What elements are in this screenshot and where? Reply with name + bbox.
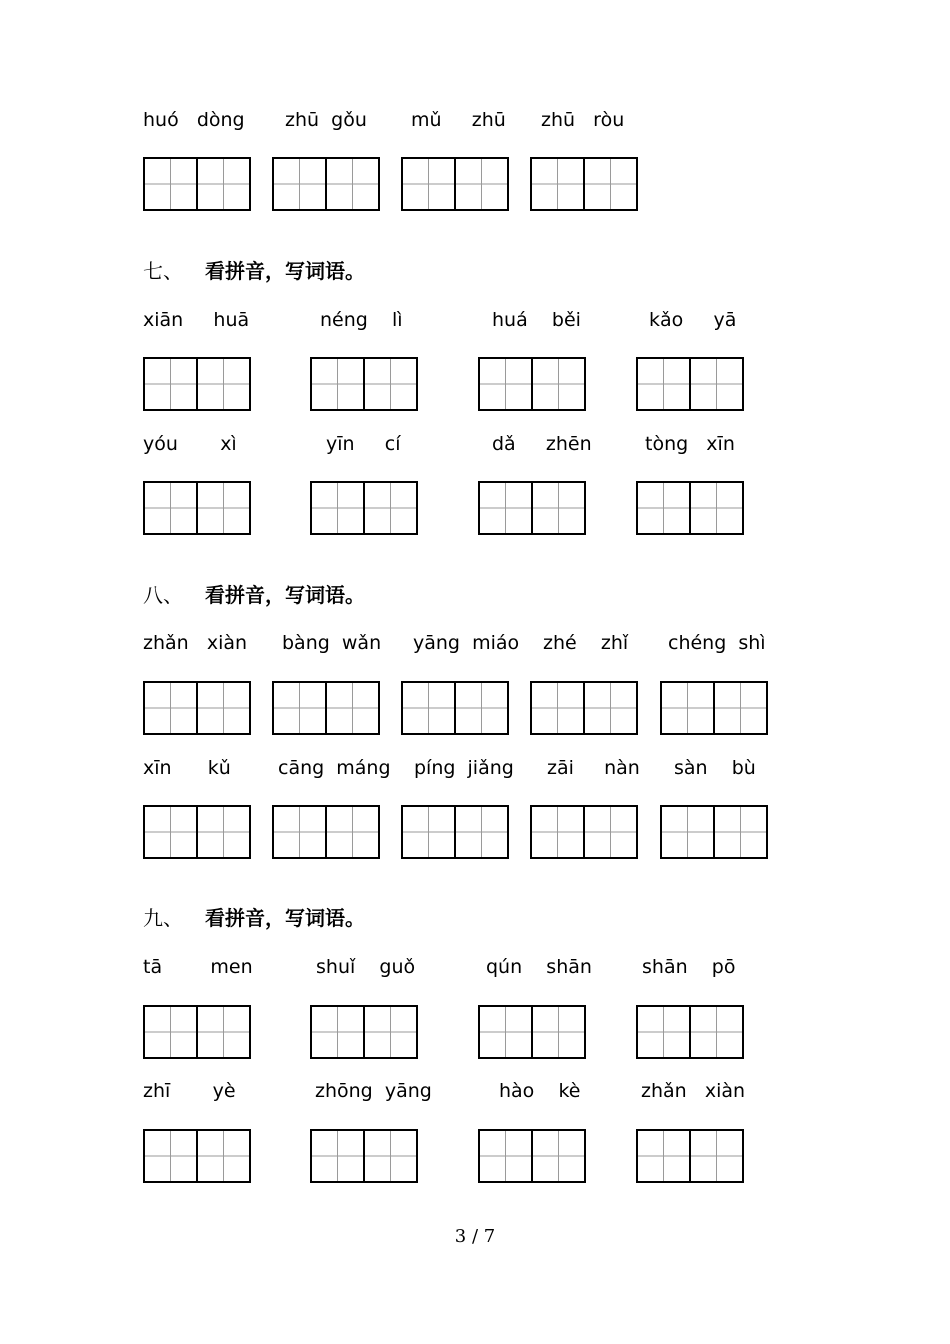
pinyin: tòng xīn	[645, 433, 735, 455]
writing-box[interactable]	[401, 805, 509, 859]
pinyin: mǔ zhū	[411, 109, 506, 131]
writing-box[interactable]	[478, 481, 586, 535]
pinyin: shuǐ guǒ	[316, 956, 416, 978]
pinyin: kǎo yā	[649, 309, 737, 331]
pinyin: tā men	[143, 956, 253, 978]
writing-box[interactable]	[401, 157, 509, 211]
pinyin: zhōng yāng	[315, 1080, 432, 1102]
pinyin: bàng wǎn	[282, 632, 382, 654]
writing-box[interactable]	[272, 681, 380, 735]
writing-box[interactable]	[636, 481, 744, 535]
pinyin: yīn cí	[326, 433, 401, 455]
section-title: 看拼音，写词语。	[205, 906, 365, 930]
pinyin: yóu xì	[143, 433, 237, 455]
writing-box[interactable]	[143, 1129, 251, 1183]
pinyin: zhǎn xiàn	[641, 1080, 746, 1102]
writing-box[interactable]	[660, 805, 768, 859]
writing-box[interactable]	[143, 357, 251, 411]
writing-box[interactable]	[143, 681, 251, 735]
writing-box[interactable]	[310, 481, 418, 535]
section-heading	[143, 582, 365, 608]
writing-box[interactable]	[636, 1005, 744, 1059]
writing-box[interactable]	[478, 357, 586, 411]
pinyin: xiān huā	[143, 309, 250, 331]
writing-box[interactable]	[143, 481, 251, 535]
writing-box[interactable]	[530, 681, 638, 735]
writing-box[interactable]	[530, 157, 638, 211]
writing-box[interactable]	[401, 681, 509, 735]
pinyin: píng jiǎng	[414, 757, 514, 779]
writing-box[interactable]	[660, 681, 768, 735]
writing-box[interactable]	[478, 1129, 586, 1183]
pinyin: zhī yè	[143, 1080, 236, 1102]
writing-box[interactable]	[636, 1129, 744, 1183]
section-heading	[143, 258, 365, 284]
pinyin: hào kè	[499, 1080, 581, 1102]
pinyin: zāi nàn	[547, 757, 640, 779]
pinyin: qún shān	[486, 956, 592, 978]
writing-box[interactable]	[310, 357, 418, 411]
section-number: 七、	[143, 259, 183, 283]
pinyin: shān pō	[642, 956, 736, 978]
pinyin: dǎ zhēn	[492, 433, 592, 455]
writing-box[interactable]	[636, 357, 744, 411]
writing-box[interactable]	[272, 805, 380, 859]
writing-box[interactable]	[143, 805, 251, 859]
section-title: 看拼音，写词语。	[205, 583, 365, 607]
writing-box[interactable]	[310, 1005, 418, 1059]
section-number: 八、	[143, 583, 183, 607]
writing-box[interactable]	[143, 157, 251, 211]
writing-box[interactable]	[272, 157, 380, 211]
pinyin: huá běi	[492, 309, 581, 331]
pinyin: xīn kǔ	[143, 757, 231, 779]
section-heading	[143, 905, 365, 931]
writing-box[interactable]	[478, 1005, 586, 1059]
pinyin: zhū ròu	[541, 109, 625, 131]
pinyin: zhé zhǐ	[543, 632, 629, 654]
pinyin: zhǎn xiàn	[143, 632, 248, 654]
pinyin: sàn bù	[674, 757, 756, 779]
writing-box[interactable]	[143, 1005, 251, 1059]
pinyin: cāng máng	[278, 757, 391, 779]
section-number: 九、	[143, 906, 183, 930]
page-number: 3 / 7	[454, 1226, 496, 1247]
pinyin: huó dòng	[143, 109, 245, 131]
writing-box[interactable]	[530, 805, 638, 859]
pinyin: chéng shì	[668, 632, 766, 654]
pinyin: zhū gǒu	[285, 109, 367, 131]
section-title: 看拼音，写词语。	[205, 259, 365, 283]
pinyin: yāng miáo	[413, 632, 520, 654]
writing-box[interactable]	[310, 1129, 418, 1183]
pinyin: néng lì	[320, 309, 403, 331]
